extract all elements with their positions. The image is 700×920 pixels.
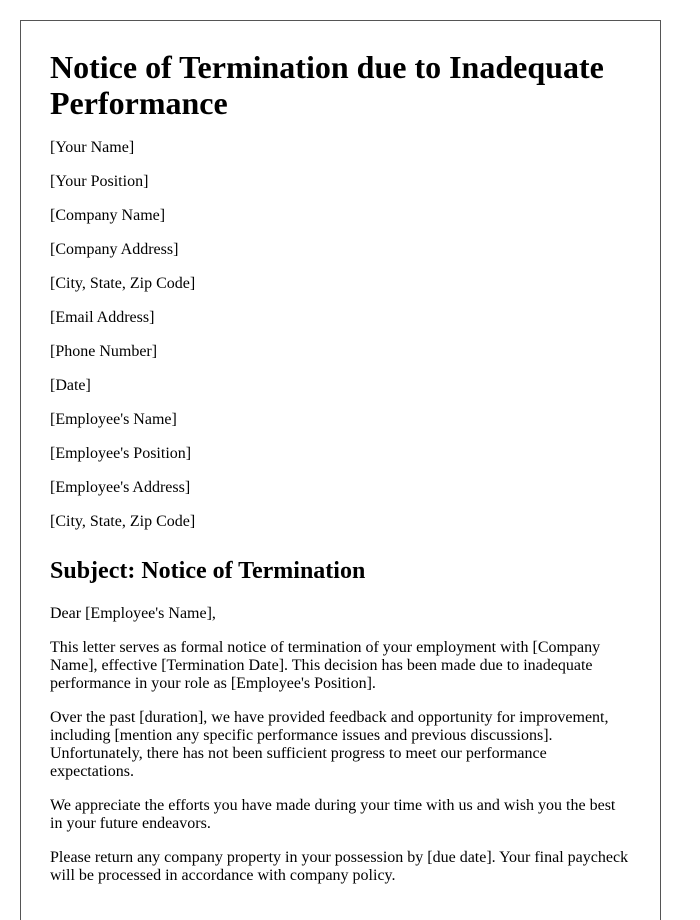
body-paragraph-property-return: Please return any company property in your possession by [due date]. Your final paycheck will be processed in accordance with company policy. [50,849,629,884]
sender-email: [Email Address] [50,309,155,326]
salutation: Dear [Employee's Name], [50,605,216,622]
letter-page [20,20,661,920]
sender-phone: [Phone Number] [50,343,158,360]
body-paragraph-termination: This letter serves as formal notice of termination of your employment with [Company Name], effective [Termination Date]. This decision has been made due to inadequate performance in your role as [Employee's Position]. [50,639,601,692]
document-title: Notice of Termination due to Inadequate Performance [50,49,604,121]
letter-date: [Date] [50,377,91,394]
sender-city-state-zip: [City, State, Zip Code] [50,275,196,292]
sender-company-address: [Company Address] [50,241,179,258]
body-paragraph-appreciation: We appreciate the efforts you have made during your time with us and wish you the best in your future endeavors. [50,797,616,832]
recipient-position: [Employee's Position] [50,445,192,462]
recipient-city-state-zip: [City, State, Zip Code] [50,513,196,530]
sender-company-name: [Company Name] [50,207,166,224]
recipient-address: [Employee's Address] [50,479,191,496]
body-paragraph-feedback: Over the past [duration], we have provided feedback and opportunity for improvement, including [mention any specific performance issues and previous discussions]. Unfortunately, there has not been sufficient progress to meet our performance expectations. [50,709,609,780]
sender-block [50,139,631,411]
sender-name: [Your Name] [50,139,135,156]
sender-position: [Your Position] [50,173,149,190]
recipient-name: [Employee's Name] [50,411,177,428]
recipient-block [50,411,631,547]
subject-heading: Subject: Notice of Termination [50,558,366,584]
